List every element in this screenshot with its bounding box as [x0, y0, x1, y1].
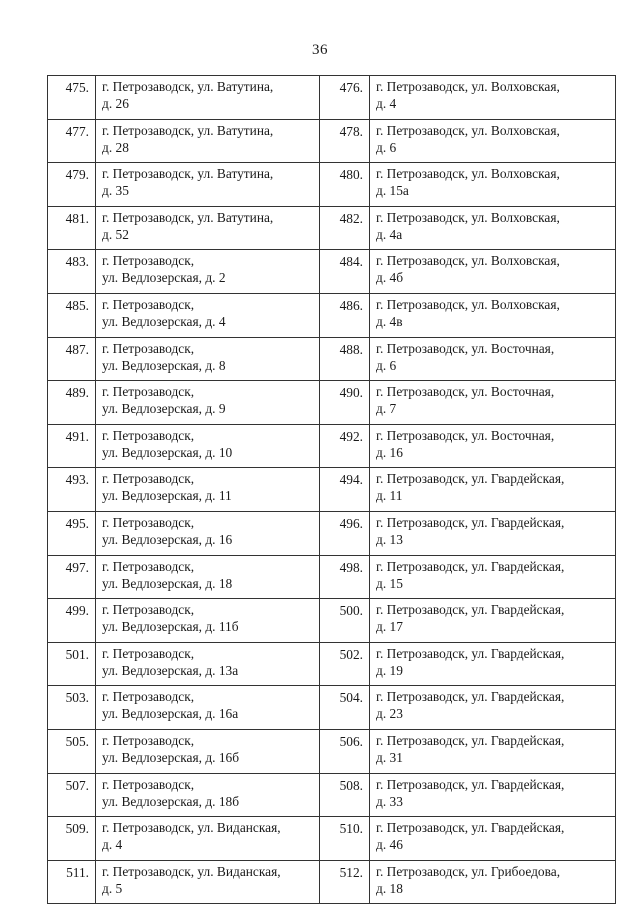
- address-cell-left: г. Петрозаводск, ул. Ватутина, д. 52: [96, 206, 320, 250]
- table-row: [48, 555, 616, 599]
- table-row: [48, 250, 616, 294]
- entry-number-right: 492.: [320, 424, 370, 468]
- address-cell-left: г. Петрозаводск, ул. Ватутина, д. 35: [96, 163, 320, 207]
- entry-number-right: 478.: [320, 119, 370, 163]
- entry-number-right: 496.: [320, 511, 370, 555]
- entry-number-right: 506.: [320, 729, 370, 773]
- entry-number-right: 510.: [320, 817, 370, 861]
- entry-number-right: 512.: [320, 860, 370, 904]
- table-row: [48, 860, 616, 904]
- table-row: [48, 293, 616, 337]
- address-cell-right: г. Петрозаводск, ул. Восточная, д. 7: [370, 381, 616, 425]
- address-cell-left: г. Петрозаводск, ул. Ведлозерская, д. 8: [96, 337, 320, 381]
- address-cell-right: г. Петрозаводск, ул. Гвардейская, д. 31: [370, 729, 616, 773]
- table-row: [48, 337, 616, 381]
- address-cell-left: г. Петрозаводск, ул. Ведлозерская, д. 9: [96, 381, 320, 425]
- table-row: [48, 468, 616, 512]
- address-cell-left: г. Петрозаводск, ул. Ведлозерская, д. 4: [96, 293, 320, 337]
- entry-number-left: 485.: [48, 293, 96, 337]
- address-cell-right: г. Петрозаводск, ул. Гвардейская, д. 17: [370, 599, 616, 643]
- table-row: [48, 424, 616, 468]
- table-row: [48, 163, 616, 207]
- entry-number-left: 487.: [48, 337, 96, 381]
- address-cell-right: г. Петрозаводск, ул. Гвардейская, д. 23: [370, 686, 616, 730]
- entry-number-left: 499.: [48, 599, 96, 643]
- address-cell-left: г. Петрозаводск, ул. Ватутина, д. 28: [96, 119, 320, 163]
- address-cell-left: г. Петрозаводск, ул. Виданская, д. 5: [96, 860, 320, 904]
- address-cell-left: г. Петрозаводск, ул. Ведлозерская, д. 16: [96, 511, 320, 555]
- address-cell-left: г. Петрозаводск, ул. Ведлозерская, д. 10: [96, 424, 320, 468]
- entry-number-left: 475.: [48, 76, 96, 120]
- entry-number-left: 509.: [48, 817, 96, 861]
- entry-number-right: 488.: [320, 337, 370, 381]
- entry-number-left: 495.: [48, 511, 96, 555]
- table-row: [48, 119, 616, 163]
- table-row: [48, 686, 616, 730]
- address-cell-left: г. Петрозаводск, ул. Ведлозерская, д. 13а: [96, 642, 320, 686]
- address-cell-right: г. Петрозаводск, ул. Гвардейская, д. 13: [370, 511, 616, 555]
- entry-number-right: 500.: [320, 599, 370, 643]
- address-cell-right: г. Петрозаводск, ул. Гвардейская, д. 46: [370, 817, 616, 861]
- table-row: [48, 729, 616, 773]
- table-row: [48, 206, 616, 250]
- entry-number-left: 481.: [48, 206, 96, 250]
- address-cell-left: г. Петрозаводск, ул. Ведлозерская, д. 11: [96, 468, 320, 512]
- entry-number-left: 489.: [48, 381, 96, 425]
- address-cell-left: г. Петрозаводск, ул. Ведлозерская, д. 11б: [96, 599, 320, 643]
- table-row: [48, 511, 616, 555]
- address-cell-right: г. Петрозаводск, ул. Гвардейская, д. 11: [370, 468, 616, 512]
- entry-number-right: 502.: [320, 642, 370, 686]
- address-cell-right: г. Петрозаводск, ул. Гвардейская, д. 15: [370, 555, 616, 599]
- entry-number-right: 476.: [320, 76, 370, 120]
- address-cell-left: г. Петрозаводск, ул. Ватутина, д. 26: [96, 76, 320, 120]
- entry-number-left: 507.: [48, 773, 96, 817]
- entry-number-left: 505.: [48, 729, 96, 773]
- table-row: [48, 381, 616, 425]
- address-cell-right: г. Петрозаводск, ул. Гвардейская, д. 33: [370, 773, 616, 817]
- address-cell-right: г. Петрозаводск, ул. Волховская, д. 4б: [370, 250, 616, 294]
- table-row: [48, 76, 616, 120]
- address-cell-right: г. Петрозаводск, ул. Волховская, д. 4: [370, 76, 616, 120]
- address-cell-left: г. Петрозаводск, ул. Ведлозерская, д. 18б: [96, 773, 320, 817]
- entry-number-left: 503.: [48, 686, 96, 730]
- address-cell-right: г. Петрозаводск, ул. Гвардейская, д. 19: [370, 642, 616, 686]
- table-row: [48, 773, 616, 817]
- address-cell-left: г. Петрозаводск, ул. Виданская, д. 4: [96, 817, 320, 861]
- address-cell-right: г. Петрозаводск, ул. Волховская, д. 6: [370, 119, 616, 163]
- address-cell-left: г. Петрозаводск, ул. Ведлозерская, д. 2: [96, 250, 320, 294]
- entry-number-right: 504.: [320, 686, 370, 730]
- entry-number-right: 484.: [320, 250, 370, 294]
- entry-number-right: 486.: [320, 293, 370, 337]
- entry-number-left: 491.: [48, 424, 96, 468]
- entry-number-left: 493.: [48, 468, 96, 512]
- address-cell-right: г. Петрозаводск, ул. Волховская, д. 4в: [370, 293, 616, 337]
- entry-number-left: 483.: [48, 250, 96, 294]
- entry-number-right: 508.: [320, 773, 370, 817]
- entry-number-right: 482.: [320, 206, 370, 250]
- entry-number-right: 498.: [320, 555, 370, 599]
- table-row: [48, 817, 616, 861]
- address-cell-left: г. Петрозаводск, ул. Ведлозерская, д. 18: [96, 555, 320, 599]
- entry-number-right: 494.: [320, 468, 370, 512]
- entry-number-left: 479.: [48, 163, 96, 207]
- entry-number-left: 511.: [48, 860, 96, 904]
- address-cell-left: г. Петрозаводск, ул. Ведлозерская, д. 16а: [96, 686, 320, 730]
- address-table: [47, 75, 616, 904]
- address-cell-right: г. Петрозаводск, ул. Восточная, д. 6: [370, 337, 616, 381]
- table-body: [48, 76, 616, 904]
- address-cell-right: г. Петрозаводск, ул. Восточная, д. 16: [370, 424, 616, 468]
- table-row: [48, 599, 616, 643]
- entry-number-right: 490.: [320, 381, 370, 425]
- address-cell-right: г. Петрозаводск, ул. Волховская, д. 4а: [370, 206, 616, 250]
- entry-number-left: 501.: [48, 642, 96, 686]
- table-row: [48, 642, 616, 686]
- entry-number-left: 477.: [48, 119, 96, 163]
- entry-number-right: 480.: [320, 163, 370, 207]
- entry-number-left: 497.: [48, 555, 96, 599]
- address-cell-left: г. Петрозаводск, ул. Ведлозерская, д. 16б: [96, 729, 320, 773]
- address-cell-right: г. Петрозаводск, ул. Грибоедова, д. 18: [370, 860, 616, 904]
- address-cell-right: г. Петрозаводск, ул. Волховская, д. 15а: [370, 163, 616, 207]
- page-number: 36: [312, 42, 328, 58]
